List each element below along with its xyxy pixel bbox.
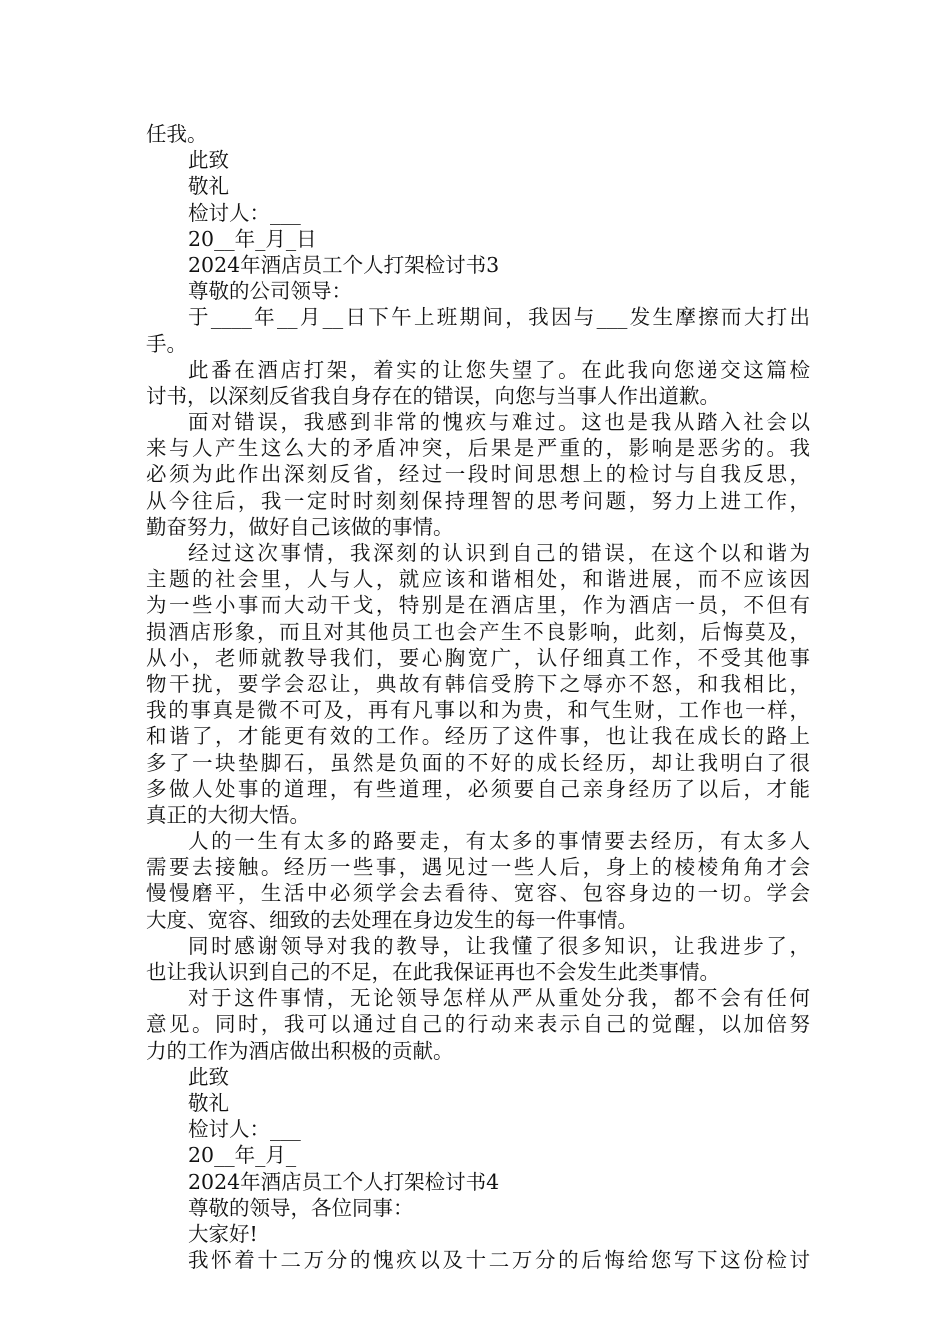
text-line: 同时感谢领导对我的教导，让我懂了很多知识，让我进步了， [188,933,810,958]
text-line: 面对错误，我感到非常的愧疚与难过。这也是我从踏入社会以 [188,410,810,435]
text-line: 经过这次事情，我深刻的认识到自己的错误，在这个以和谐为 [188,541,810,565]
text-line: 需要去接触。经历一些事，遇见过一些人后，身上的棱棱角角才会 [146,855,810,880]
text-line: 敬礼 [188,1090,229,1115]
text-line: 力的工作为酒店做出积极的贡献。 [146,1038,454,1063]
text-line: 尊敬的领导，各位同事： [188,1195,414,1220]
text-line: 2024年酒店员工个人打架检讨书4 [188,1169,500,1194]
text-line: 人的一生有太多的路要走，有太多的事情要去经历，有太多人 [188,829,810,854]
text-line: 慢慢磨平，生活中必须学会去看待、宽容、包容身边的一切。学会 [146,881,810,906]
text-line: 主题的社会里，人与人，就应该和谐相处，和谐进展，而不应该因 [146,567,810,592]
text-line: 尊敬的公司领导： [188,279,352,304]
text-line: 和谐了，才能更有效的工作。经历了这件事，也让我在成长的路上 [146,724,810,749]
text-line: 损酒店形象，而且对其他员工也会产生不良影响，此刻，后悔莫及， [146,619,810,644]
text-line: 大家好! [188,1221,258,1246]
text-line: 我的事真是微不可及，再有凡事以和为贵，和气生财，工作也一样， [146,698,810,723]
text-line: 此致 [188,1064,229,1089]
text-line: 物干扰，要学会忍让，典故有韩信受胯下之辱亦不怒，和我相比， [146,671,810,696]
text-line: 从小，老师就教导我们，要心胸宽广，认仔细真工作，不受其他事 [146,645,810,670]
text-line: 来与人产生这么大的矛盾冲突，后果是严重的，影响是恶劣的。我 [146,436,810,461]
text-line: 勤奋努力，做好自己该做的事情。 [146,514,454,539]
text-line: 多了一块垫脚石，虽然是负面的不好的成长经历，却让我明白了很 [146,750,810,775]
text-line: 2024年酒店员工个人打架检讨书3 [188,252,500,277]
text-line: 于____年__月__日下午上班期间，我因与___发生摩擦而大打出 [188,305,810,330]
text-line: 对于这件事情，无论领导怎样从严从重处分我，都不会有任何 [188,986,810,1011]
text-line: 此番在酒店打架，着实的让您失望了。在此我向您递交这篇检 [188,357,810,382]
text-line: 检讨人：___ [188,200,301,225]
text-line: 讨书，以深刻反省我自身存在的错误，向您与当事人作出道歉。 [146,383,720,408]
text-line: 为一些小事而大动干戈，特别是在酒店里，作为酒店一员，不但有 [146,593,810,618]
text-line: 真正的大彻大悟。 [146,802,310,827]
text-line: 此致 [188,148,229,173]
text-line: 大度、宽容、细致的去处理在身边发生的每一件事情。 [146,907,638,932]
text-line: 任我。 [146,122,208,146]
text-line: 敬礼 [188,174,229,199]
text-line: 检讨人：___ [188,1117,301,1142]
text-line: 也让我认识到自己的不足，在此我保证再也不会发生此类事情。 [146,960,720,984]
document-page [146,121,810,1273]
text-line: 多做人处事的道理，有些道理，必须要自己亲身经历了以后，才能 [146,776,810,801]
text-line: 从今往后，我一定时时刻刻保持理智的思考问题，努力上进工作， [146,488,810,513]
text-line: 我怀着十二万分的愧疚以及十二万分的后悔给您写下这份检讨 [188,1248,810,1273]
text-line: 手。 [146,331,187,356]
text-line: 意见。同时，我可以通过自己的行动来表示自己的觉醒，以加倍努 [146,1012,810,1037]
text-line: 必须为此作出深刻反省，经过一段时间思想上的检讨与自我反思， [146,462,810,487]
text-line: 20__年_月_日 [188,226,317,251]
text-line: 20__年_月_ [188,1143,297,1168]
